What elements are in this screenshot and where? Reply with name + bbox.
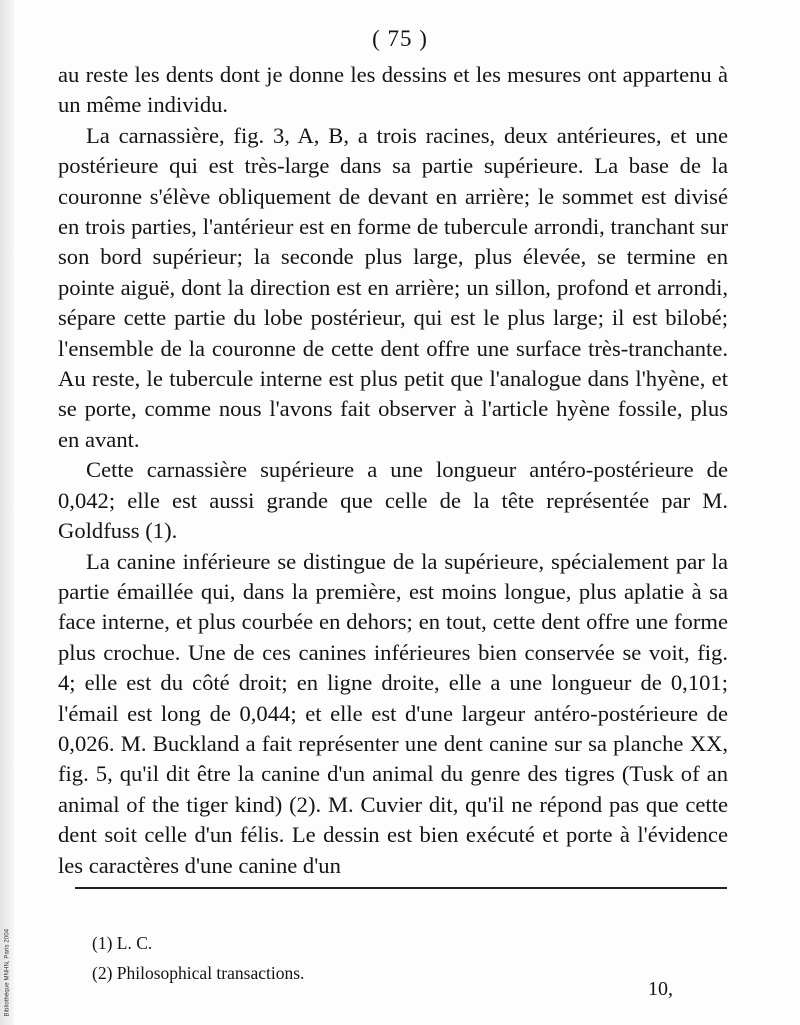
library-stamp	[1, 895, 13, 1020]
signature-mark: 10,	[648, 978, 673, 1000]
library-stamp-text: Bibliothèque MNHN, Paris 2004	[4, 928, 11, 1017]
page-number: ( 75 )	[372, 26, 428, 51]
footnotes	[92, 928, 652, 988]
paragraph-carnassiere-description: La carnassière, fig. 3, A, B, a trois racines, deux antérieures, et une postérieure qui est très-large dans sa partie supérieure. La base de la couronne s'élève obliquement de devant en arrière; le sommet est divisé en trois parties, l'antérieur est en forme de tubercule arrondi, tranchant sur son bord supérieur; la seconde plus large, plus élevée, se termine en pointe aiguë, dont la direction est en arrière; un sillon, profond et arrondi, sépare cette partie du lobe postérieur, qui est le plus large; il est bilobé; l'ensemble de la couronne de cette dent offre une surface très-tranchante. Au reste, le tubercule interne est plus petit que l'analogue dans l'hyène, et se porte, comme nous l'avons fait observer à l'article hyène fossile, plus en avant.	[58, 122, 728, 452]
page-gutter	[0, 0, 14, 1025]
paragraph-canine-inferieure: La canine inférieure se distingue de la supérieure, spécialement par la partie émaillée qui, dans la première, est moins longue, plus aplatie à sa face interne, et plus courbée en dehors; en tout, cette dent offre une forme plus crochue. Une de ces canines inférieures bien conservée se voit, fig. 4; elle est du côté droit; en ligne droite, elle a une longueur de 0,101; l'émail est long de 0,044; et elle est d'une largeur antéro-postérieure de 0,026. M. Buckland a fait représenter une dent canine sur sa planche XX, fig. 5, qu'il dit être la canine d'un animal du genre des tigres (Tusk of an animal of the tiger kind) (2). M. Cuvier dit, qu'il ne répond pas que cette dent soit celle d'un félis. Le dessin est bien exécuté et porte à l'évidence les caractères d'une canine d'un	[58, 548, 728, 878]
footnote-1: (1) L. C.	[92, 933, 153, 953]
paragraph-continuation: au reste les dents dont je donne les dessins et les mesures ont appartenu à un même individu.	[58, 62, 728, 118]
footnote-2: (2) Philosophical transactions.	[92, 963, 305, 983]
paragraph-carnassiere-measure: Cette carnassière supérieure a une longueur antéro-postérieure de 0,042; elle est aussi grande que celle de la tête représentée par M. Goldfuss (1).	[58, 457, 728, 544]
footnote-separator	[75, 887, 727, 889]
body-text	[58, 60, 728, 881]
